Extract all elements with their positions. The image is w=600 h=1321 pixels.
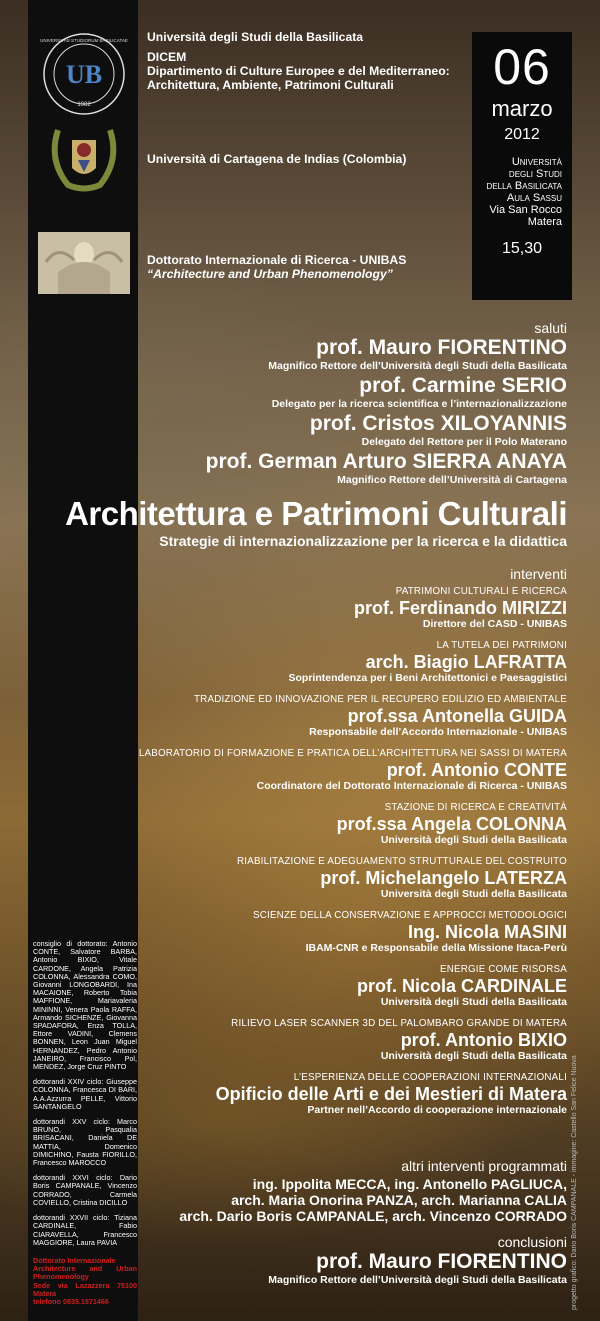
header-dottorato-line2: “Architecture and Urban Phenomenology”: [147, 267, 393, 281]
contact-line: Sede via Lazazzera 75100 Matera: [33, 1280, 137, 1298]
intervento-speaker: prof.ssa Antonella GUIDA: [347, 706, 567, 726]
intervento-role: Università degli Studi della Basilicata: [380, 996, 567, 1008]
intervento-item: [139, 856, 567, 900]
altri-line: arch. Dario Boris CAMPANALE, arch. Vincenzo CORRADO: [179, 1208, 567, 1224]
saluti-role: Delegato per la ricerca scientifica e l’internazionalizzazione: [271, 398, 567, 410]
sidebar-credits: [33, 940, 137, 1306]
date-box: [472, 32, 572, 300]
header-dottorato: [147, 253, 406, 281]
header-institutions: [147, 30, 450, 92]
altri-line: ing. Ippolita MECCA, ing. Antonello PAGLIUCA,: [252, 1176, 567, 1192]
saluti-section: [206, 320, 567, 486]
address-line: Matera: [527, 216, 562, 228]
date-month: marzo: [491, 96, 553, 121]
unibas-seal-logo: [38, 28, 130, 120]
intervento-speaker: prof. Antonio BIXIO: [400, 1030, 567, 1050]
intervento-item: [139, 586, 567, 630]
conclusioni-role: Magnifico Rettore dell’Università degli Studi della Basilicata: [268, 1274, 567, 1286]
intervento-speaker: prof. Antonio CONTE: [386, 760, 567, 780]
conclusioni-speaker: prof. Mauro FIORENTINO: [316, 1250, 567, 1273]
header-dept-line2: Architettura, Ambiente, Patrimoni Culturali: [147, 78, 394, 92]
intervento-item: [139, 910, 567, 954]
header-cartagena: Università di Cartagena de Indias (Colombia): [147, 152, 407, 166]
date-day: 06: [493, 39, 551, 95]
saluti-label: saluti: [534, 320, 567, 336]
intervento-role: Partner nell’Accordo di cooperazione internazionale: [307, 1104, 567, 1116]
relief-sculpture-image: [38, 232, 130, 294]
intervento-topic: RIABILITAZIONE E ADEGUAMENTO STRUTTURALE DEL COSTRUITO: [237, 856, 567, 867]
intervento-item: [139, 1018, 567, 1062]
saluti-role: Magnifico Rettore dell’Università di Cartagena: [337, 474, 567, 486]
intervento-topic: ENERGIE COME RISORSA: [439, 964, 567, 975]
altri-section: [179, 1158, 567, 1224]
vertical-credits: progetto grafico: Dario Boris CAMPANALE - immagine: Castello San Felice Nuova: [571, 1055, 578, 1310]
altri-line: arch. Maria Onorina PANZA, arch. Marianna CALIA: [231, 1192, 567, 1208]
intervento-item: [139, 640, 567, 684]
interventi-section: [139, 566, 567, 1116]
intervento-item: [139, 694, 567, 738]
intervento-speaker: prof. Nicola CARDINALE: [356, 976, 567, 996]
intervento-item: [139, 748, 567, 792]
intervento-role: Responsabile dell’Accordo Internazionale - UNIBAS: [309, 726, 567, 738]
intervento-speaker: Opificio delle Arti e dei Mestieri di Matera: [215, 1084, 567, 1104]
altri-label: altri interventi programmati: [401, 1158, 567, 1174]
intervento-item: [139, 1072, 567, 1116]
sidebar-xxv: dottorandi XXV ciclo: Marco BRUNO, Pasqualia BRISACANI, Daniela DE MATTIA, Domenico DIMICHINO, Fausta FIORILLO, Francesco MAROCCO: [33, 1117, 137, 1168]
interventi-label: interventi: [510, 566, 567, 582]
seal-year: 1982: [77, 102, 91, 108]
main-subtitle: Strategie di internazionalizzazione per la ricerca e la didattica: [159, 533, 567, 549]
venue-line: della Basilicata: [486, 180, 562, 192]
sidebar-xxvi: dottorandi XXVI ciclo: Dario Boris CAMPANALE, Vincenzo CORRADO, Carmela COVIELLO, Cristina DICILLO: [33, 1173, 137, 1207]
intervento-speaker: prof. Michelangelo LATERZA: [320, 868, 567, 888]
intervento-topic: L’ESPERIENZA DELLE COOPERAZIONI INTERNAZIONALI: [293, 1072, 567, 1083]
intervento-speaker: arch. Biagio LAFRATTA: [365, 652, 567, 672]
intervento-topic: LA TUTELA DEI PATRIMONI: [436, 640, 567, 651]
venue-line: degli Studi: [508, 168, 562, 180]
conclusioni-label: conclusioni: [497, 1234, 567, 1250]
saluti-speaker: prof. Mauro FIORENTINO: [316, 336, 567, 359]
venue-line: Aula Sassu: [506, 192, 562, 204]
main-title: Architettura e Patrimoni Culturali: [65, 495, 567, 532]
intervento-role: Coordinatore del Dottorato Internazionale di Ricerca - UNIBAS: [256, 780, 567, 792]
header-unibas: Università degli Studi della Basilicata: [147, 30, 364, 44]
saluti-speaker: prof. Carmine SERIO: [359, 374, 567, 397]
intervento-topic: RILIEVO LASER SCANNER 3D DEL PALOMBARO GRANDE DI MATERA: [231, 1018, 567, 1029]
intervento-item: [139, 802, 567, 846]
intervento-topic: PATRIMONI CULTURALI E RICERCA: [395, 586, 567, 597]
sidebar-contact: [33, 1257, 137, 1306]
cartagena-crest-logo: [38, 120, 130, 195]
venue-line: Università: [511, 156, 562, 168]
intervento-role: Soprintendenza per i Beni Architettonici e Paesaggistici: [288, 672, 567, 684]
contact-line: telefono 0835.1971466: [33, 1296, 109, 1306]
intervento-topic: STAZIONE DI RICERCA E CREATIVITÀ: [384, 802, 567, 813]
intervento-role: Direttore del CASD - UNIBAS: [422, 618, 567, 630]
address-lines: [472, 204, 572, 228]
intervento-topic: SCIENZE DELLA CONSERVAZIONE E APPROCCI METODOLOGICI: [253, 910, 567, 921]
seal-top-text: UNIVERSITAS STUDIORUM BASILICATAE: [40, 38, 128, 43]
contact-line: Dottorato Internazionale: [33, 1255, 116, 1265]
date-year: 2012: [504, 126, 540, 143]
venue-lines: [472, 156, 572, 204]
intervento-role: Università degli Studi della Basilicata: [380, 888, 567, 900]
conclusioni-section: [268, 1234, 567, 1286]
header-dottorato-line1: Dottorato Internazionale di Ricerca - UNIBAS: [147, 253, 407, 267]
saluti-role: Magnifico Rettore dell’Università degli Studi della Basilicata: [268, 360, 567, 372]
intervento-speaker: prof.ssa Angela COLONNA: [336, 814, 567, 834]
saluti-speaker: prof. German Arturo SIERRA ANAYA: [205, 450, 567, 473]
intervento-role: IBAM-CNR e Responsabile della Missione Itaca-Perù: [305, 942, 567, 954]
header-dicem: DICEM: [147, 50, 187, 64]
sidebar-consiglio: consiglio di dottorato: Antonio CONTE, Salvatore BARBA, Antonio BIXIO, Vitale CARDONE, Angela Patrizia COLONNA, Alessandra COMO, Giovanni LONGOBARDI, Ina MACAIONE, Roberto Tobia MAFFIONE, Mariavaleria MININNI, Venera Paola RAFFA, Armando SICHENZE, Giovanna SPADAFORA, Enza TOLLA, Ettore VADINI, Clemens BONNEN, Leon Juan Miguel HERNANDEZ, Pedro Antonio JANEIRO, Francisco Pol, MENDEZ, Jorge Cruz PINTO: [33, 939, 137, 1072]
saluti-role: Delegato del Rettore per il Polo Materano: [361, 436, 567, 448]
saluti-speaker: prof. Cristos XILOYANNIS: [309, 412, 567, 435]
seal-letters: UB: [65, 60, 103, 89]
intervento-speaker: Ing. Nicola MASINI: [407, 922, 567, 942]
sidebar-xxiv: dottorandi XXIV ciclo: Giuseppe COLONNA, Francesca DI BARI, A.A.Azzurra PELLE, Vittorio SANTANGELO: [33, 1077, 137, 1111]
intervento-topic: LABORATORIO DI FORMAZIONE E PRATICA DELL’ARCHITETTURA NEI SASSI DI MATERA: [138, 748, 567, 759]
intervento-speaker: prof. Ferdinando MIRIZZI: [354, 598, 567, 618]
address-line: Via San Rocco: [489, 204, 562, 216]
intervento-role: Università degli Studi della Basilicata: [380, 1050, 567, 1062]
contact-line: Architecture and Urban Phenomenology: [33, 1264, 137, 1282]
event-time: 15,30: [501, 240, 543, 257]
sidebar-xxvii: dottorandi XXVII ciclo: Tiziana CARDINALE, Fabio CIARAVELLA, Francesco MAGGIORE, Laura PAVIA: [33, 1213, 137, 1247]
header-dept-line1: Dipartimento di Culture Europee e del Mediterraneo:: [147, 64, 450, 78]
intervento-item: [139, 964, 567, 1008]
intervento-role: Università degli Studi della Basilicata: [380, 834, 567, 846]
intervento-topic: TRADIZIONE ED INNOVAZIONE PER IL RECUPERO EDILIZIO ED AMBIENTALE: [194, 694, 567, 705]
